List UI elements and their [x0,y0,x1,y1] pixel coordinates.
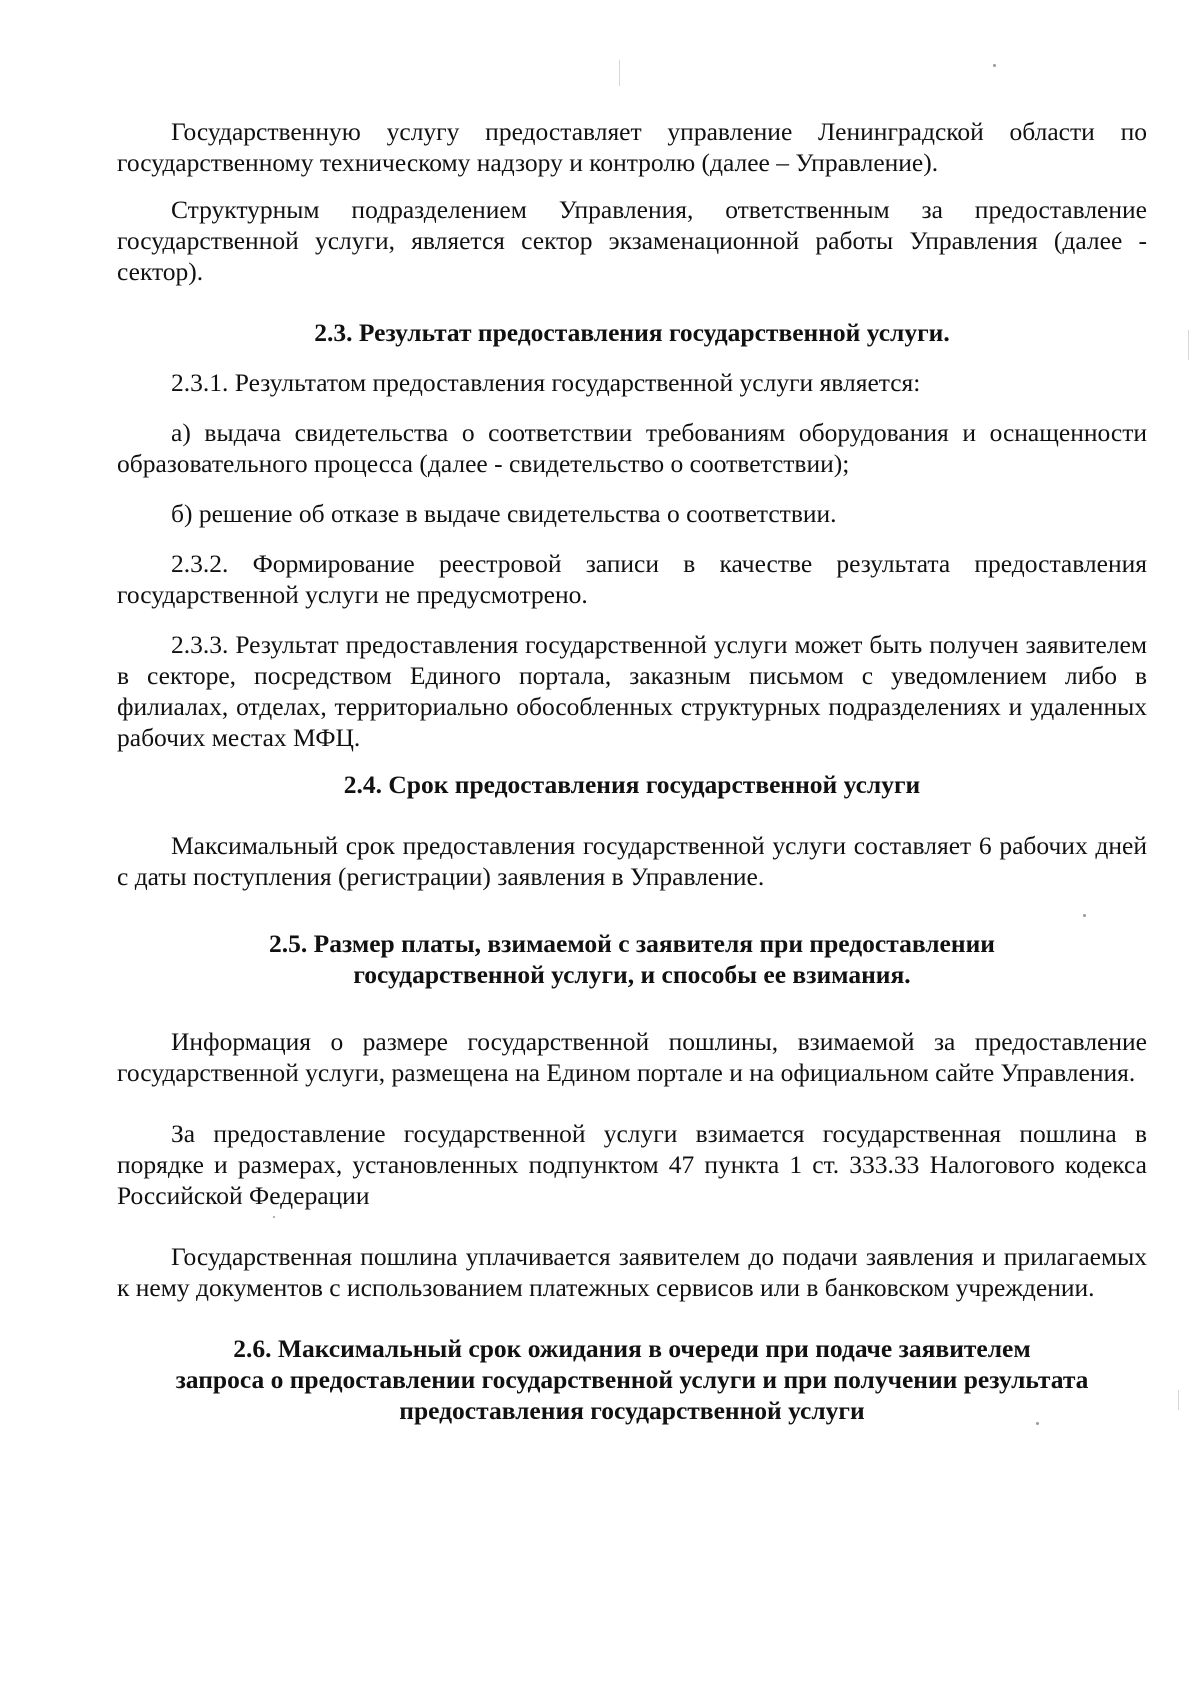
scan-artifact-line [1178,1390,1179,1410]
document-body [117,116,1147,1426]
heading-2-5 [117,928,1147,990]
scan-artifact-line [1188,330,1189,360]
paragraph-service-provider: Государственную услугу предоставляет управление Ленинградской области по государственному техническому надзору и контролю (далее – Управление). [117,117,1147,177]
heading-2-4: 2.4. Срок предоставления государственной услуги [343,770,921,799]
paragraph-max-term: Максимальный срок предоставления государственной услуги составляет 6 рабочих дней с даты поступления (регистрации) заявления в Управление. [117,831,1147,891]
scan-artifact-line [619,60,620,86]
heading-2-5-line-1: 2.5. Размер платы, взимаемой с заявителя при предоставлении [269,929,995,958]
scan-artifact-speck [993,64,996,67]
heading-2-6-line-1: 2.6. Максимальный срок ожидания в очереди при подаче заявителем [233,1334,1031,1363]
paragraph-item-a: а) выдача свидетельства о соответствии требованиям оборудования и оснащенности образовательного процесса (далее - свидетельство о соответствии); [117,418,1147,478]
heading-2-6-line-2: запроса о предоставлении государственной услуги и при получении результата [175,1365,1089,1394]
paragraph-2-3-2: 2.3.2. Формирование реестровой записи в качестве результата предоставления государственной услуги не предусмотрено. [117,549,1147,609]
heading-2-6-line-3: предоставления государственной услуги [399,1396,865,1425]
paragraph-2-3-3: 2.3.3. Результат предоставления государственной услуги может быть получен заявителем в секторе, посредством Единого портала, заказным письмом с уведомлением либо в филиалах, отделах, территориально обособленных структурных подразделениях и удаленных рабочих местах МФЦ. [117,630,1147,752]
heading-2-6 [117,1333,1147,1426]
paragraph-fee-info: Информация о размере государственной пошлины, взимаемой за предоставление государственной услуги, размещена на Едином портале и на официальном сайте Управления. [117,1027,1147,1087]
heading-2-3: 2.3. Результат предоставления государственной услуги. [314,318,950,347]
paragraph-2-3-1: 2.3.1. Результатом предоставления государственной услуги является: [171,368,921,397]
paragraph-fee-amount: За предоставление государственной услуги взимается государственная пошлина в порядке и размерах, установленных подпунктом 47 пункта 1 ст. 333.33 Налогового кодекса Российской Федерации [117,1119,1147,1210]
paragraph-structural-unit: Структурным подразделением Управления, ответственным за предоставление государственной услуги, является сектор экзаменационной работы Управления (далее - сектор). [117,195,1147,286]
paragraph-item-b: б) решение об отказе в выдаче свидетельства о соответствии. [171,499,837,528]
heading-2-5-line-2: государственной услуги, и способы ее взимания. [353,960,911,989]
paragraph-fee-payment: Государственная пошлина уплачивается заявителем до подачи заявления и прилагаемых к нему документов с использованием платежных сервисов или в банковском учреждении. [117,1242,1147,1302]
